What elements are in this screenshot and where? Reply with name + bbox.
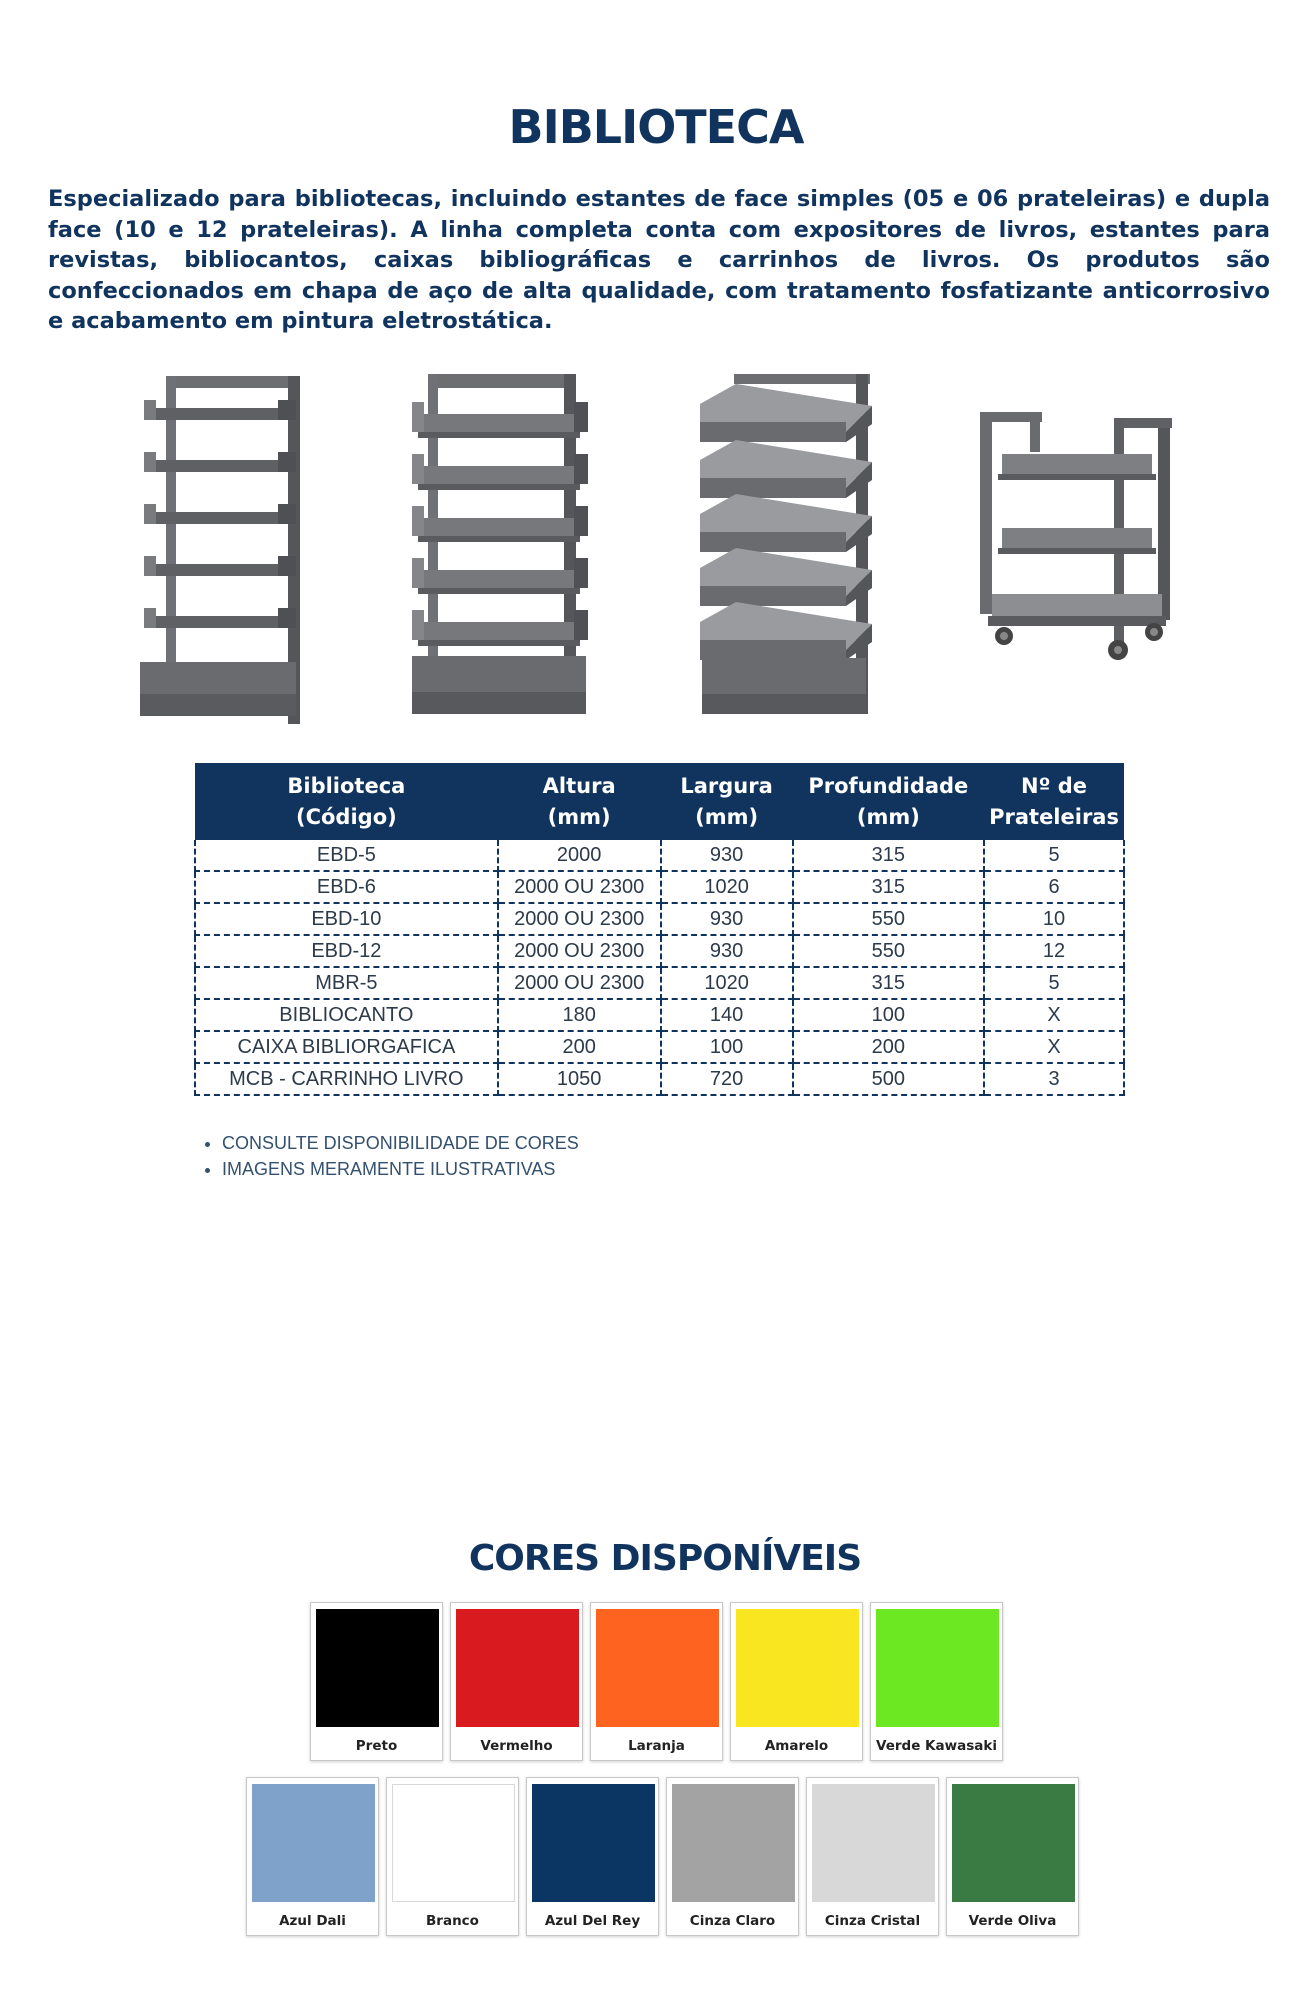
color-chip xyxy=(252,1784,375,1902)
color-swatches-row-2 xyxy=(246,1777,1086,1936)
cell-depth: 500 xyxy=(793,1063,985,1095)
book-cart-icon xyxy=(978,410,1178,662)
note-item: • IMAGENS MERAMENTE ILUSTRATIVAS xyxy=(222,1156,579,1182)
page-title: BIBLIOTECA xyxy=(508,100,804,154)
swatch-label: Branco xyxy=(426,1913,479,1929)
cell-code: EBD-5 xyxy=(195,840,498,871)
color-chip xyxy=(456,1609,579,1727)
table-row xyxy=(195,935,1124,967)
cell-depth: 315 xyxy=(793,967,985,999)
color-chip xyxy=(876,1609,999,1727)
cell-code: EBD-12 xyxy=(195,935,498,967)
cell-depth: 550 xyxy=(793,903,985,935)
swatch-verde-oliva xyxy=(946,1777,1079,1936)
table-row xyxy=(195,1063,1124,1095)
cell-depth: 315 xyxy=(793,840,985,871)
cell-width: 140 xyxy=(661,999,793,1031)
swatch-label: Amarelo xyxy=(764,1738,829,1754)
cell-width: 720 xyxy=(661,1063,793,1095)
cell-shelves: 5 xyxy=(984,967,1124,999)
cell-depth: 315 xyxy=(793,871,985,903)
cell-shelves: X xyxy=(984,1031,1124,1063)
cell-height: 2000 OU 2300 xyxy=(498,935,661,967)
cell-shelves: 5 xyxy=(984,840,1124,871)
table-row xyxy=(195,903,1124,935)
cell-height: 2000 OU 2300 xyxy=(498,903,661,935)
cell-shelves: 6 xyxy=(984,871,1124,903)
header-code: Biblioteca (Código) xyxy=(195,763,498,840)
swatch-label: Vermelho xyxy=(480,1738,553,1754)
table-row xyxy=(195,967,1124,999)
cell-depth: 100 xyxy=(793,999,985,1031)
color-chip xyxy=(952,1784,1075,1902)
cell-depth: 550 xyxy=(793,935,985,967)
cell-code: EBD-10 xyxy=(195,903,498,935)
cell-code: BIBLIOCANTO xyxy=(195,999,498,1031)
cell-width: 930 xyxy=(661,935,793,967)
swatch-label: Verde Kawasaki xyxy=(876,1738,997,1754)
swatch-branco xyxy=(386,1777,519,1936)
cell-width: 930 xyxy=(661,903,793,935)
color-chip xyxy=(672,1784,795,1902)
cell-width: 100 xyxy=(661,1031,793,1063)
cell-shelves: 12 xyxy=(984,935,1124,967)
cell-code: EBD-6 xyxy=(195,871,498,903)
swatch-cinza-claro xyxy=(666,1777,799,1936)
colors-title: CORES DISPONÍVEIS xyxy=(468,1538,862,1579)
swatch-azul-del-rey xyxy=(526,1777,659,1936)
swatch-label: Cinza Cristal xyxy=(824,1913,921,1929)
swatch-label: Preto xyxy=(355,1738,398,1754)
color-chip xyxy=(812,1784,935,1902)
color-chip xyxy=(532,1784,655,1902)
swatch-label: Cinza Claro xyxy=(689,1913,776,1929)
swatch-cinza-cristal xyxy=(806,1777,939,1936)
cell-code: MCB - CARRINHO LIVRO xyxy=(195,1063,498,1095)
swatch-vermelho xyxy=(450,1602,583,1761)
cell-shelves: 10 xyxy=(984,903,1124,935)
table-header-row xyxy=(195,763,1124,840)
cell-width: 930 xyxy=(661,840,793,871)
color-chip xyxy=(596,1609,719,1727)
header-shelves: Nº de Prateleiras xyxy=(984,763,1124,840)
cell-shelves: X xyxy=(984,999,1124,1031)
swatch-preto xyxy=(310,1602,443,1761)
cell-code: CAIXA BIBLIORGAFICA xyxy=(195,1031,498,1063)
cell-width: 1020 xyxy=(661,871,793,903)
swatch-label: Verde Oliva xyxy=(968,1913,1057,1929)
single-face-shelf-icon xyxy=(138,376,306,726)
swatch-label: Azul Dali xyxy=(279,1913,346,1929)
note-item: • CONSULTE DISPONIBILIDADE DE CORES xyxy=(222,1130,579,1156)
magazine-shelf-icon xyxy=(696,374,876,724)
swatch-label: Laranja xyxy=(628,1738,685,1754)
notes-list xyxy=(196,1130,579,1182)
header-depth: Profundidade (mm) xyxy=(793,763,985,840)
swatch-verde-kawasaki xyxy=(870,1602,1003,1761)
double-face-shelf-icon xyxy=(410,374,590,724)
color-swatches-row-1 xyxy=(310,1602,1010,1761)
color-chip xyxy=(392,1784,515,1902)
header-width: Largura (mm) xyxy=(661,763,793,840)
specifications-table xyxy=(194,763,1125,1096)
header-height: Altura (mm) xyxy=(498,763,661,840)
cell-height: 180 xyxy=(498,999,661,1031)
product-images xyxy=(0,370,1312,720)
cell-height: 200 xyxy=(498,1031,661,1063)
cell-depth: 200 xyxy=(793,1031,985,1063)
table-row xyxy=(195,871,1124,903)
cell-height: 2000 OU 2300 xyxy=(498,967,661,999)
cell-width: 1020 xyxy=(661,967,793,999)
swatch-azul-dali xyxy=(246,1777,379,1936)
table-row xyxy=(195,999,1124,1031)
color-chip xyxy=(316,1609,439,1727)
cell-height: 2000 OU 2300 xyxy=(498,871,661,903)
cell-code: MBR-5 xyxy=(195,967,498,999)
color-chip xyxy=(736,1609,859,1727)
cell-height: 2000 xyxy=(498,840,661,871)
swatch-label: Azul Del Rey xyxy=(544,1913,641,1929)
table-row xyxy=(195,840,1124,871)
swatch-laranja xyxy=(590,1602,723,1761)
table-row xyxy=(195,1031,1124,1063)
intro-description: Especializado para bibliotecas, incluindo estantes de face simples (05 e 06 prateleiras) e dupla face (10 e 12 prateleiras). A linha completa conta com expositores de livros, estantes para revistas, bibliocantos, caixas bibliográficas e carrinhos de livros. Os produtos são confeccionados em chapa de aço de alta qualidade, com tratamento fosfatizante anticorrosivo e acabamento em pintura eletrostática. xyxy=(48,186,1270,334)
swatch-amarelo xyxy=(730,1602,863,1761)
cell-shelves: 3 xyxy=(984,1063,1124,1095)
cell-height: 1050 xyxy=(498,1063,661,1095)
